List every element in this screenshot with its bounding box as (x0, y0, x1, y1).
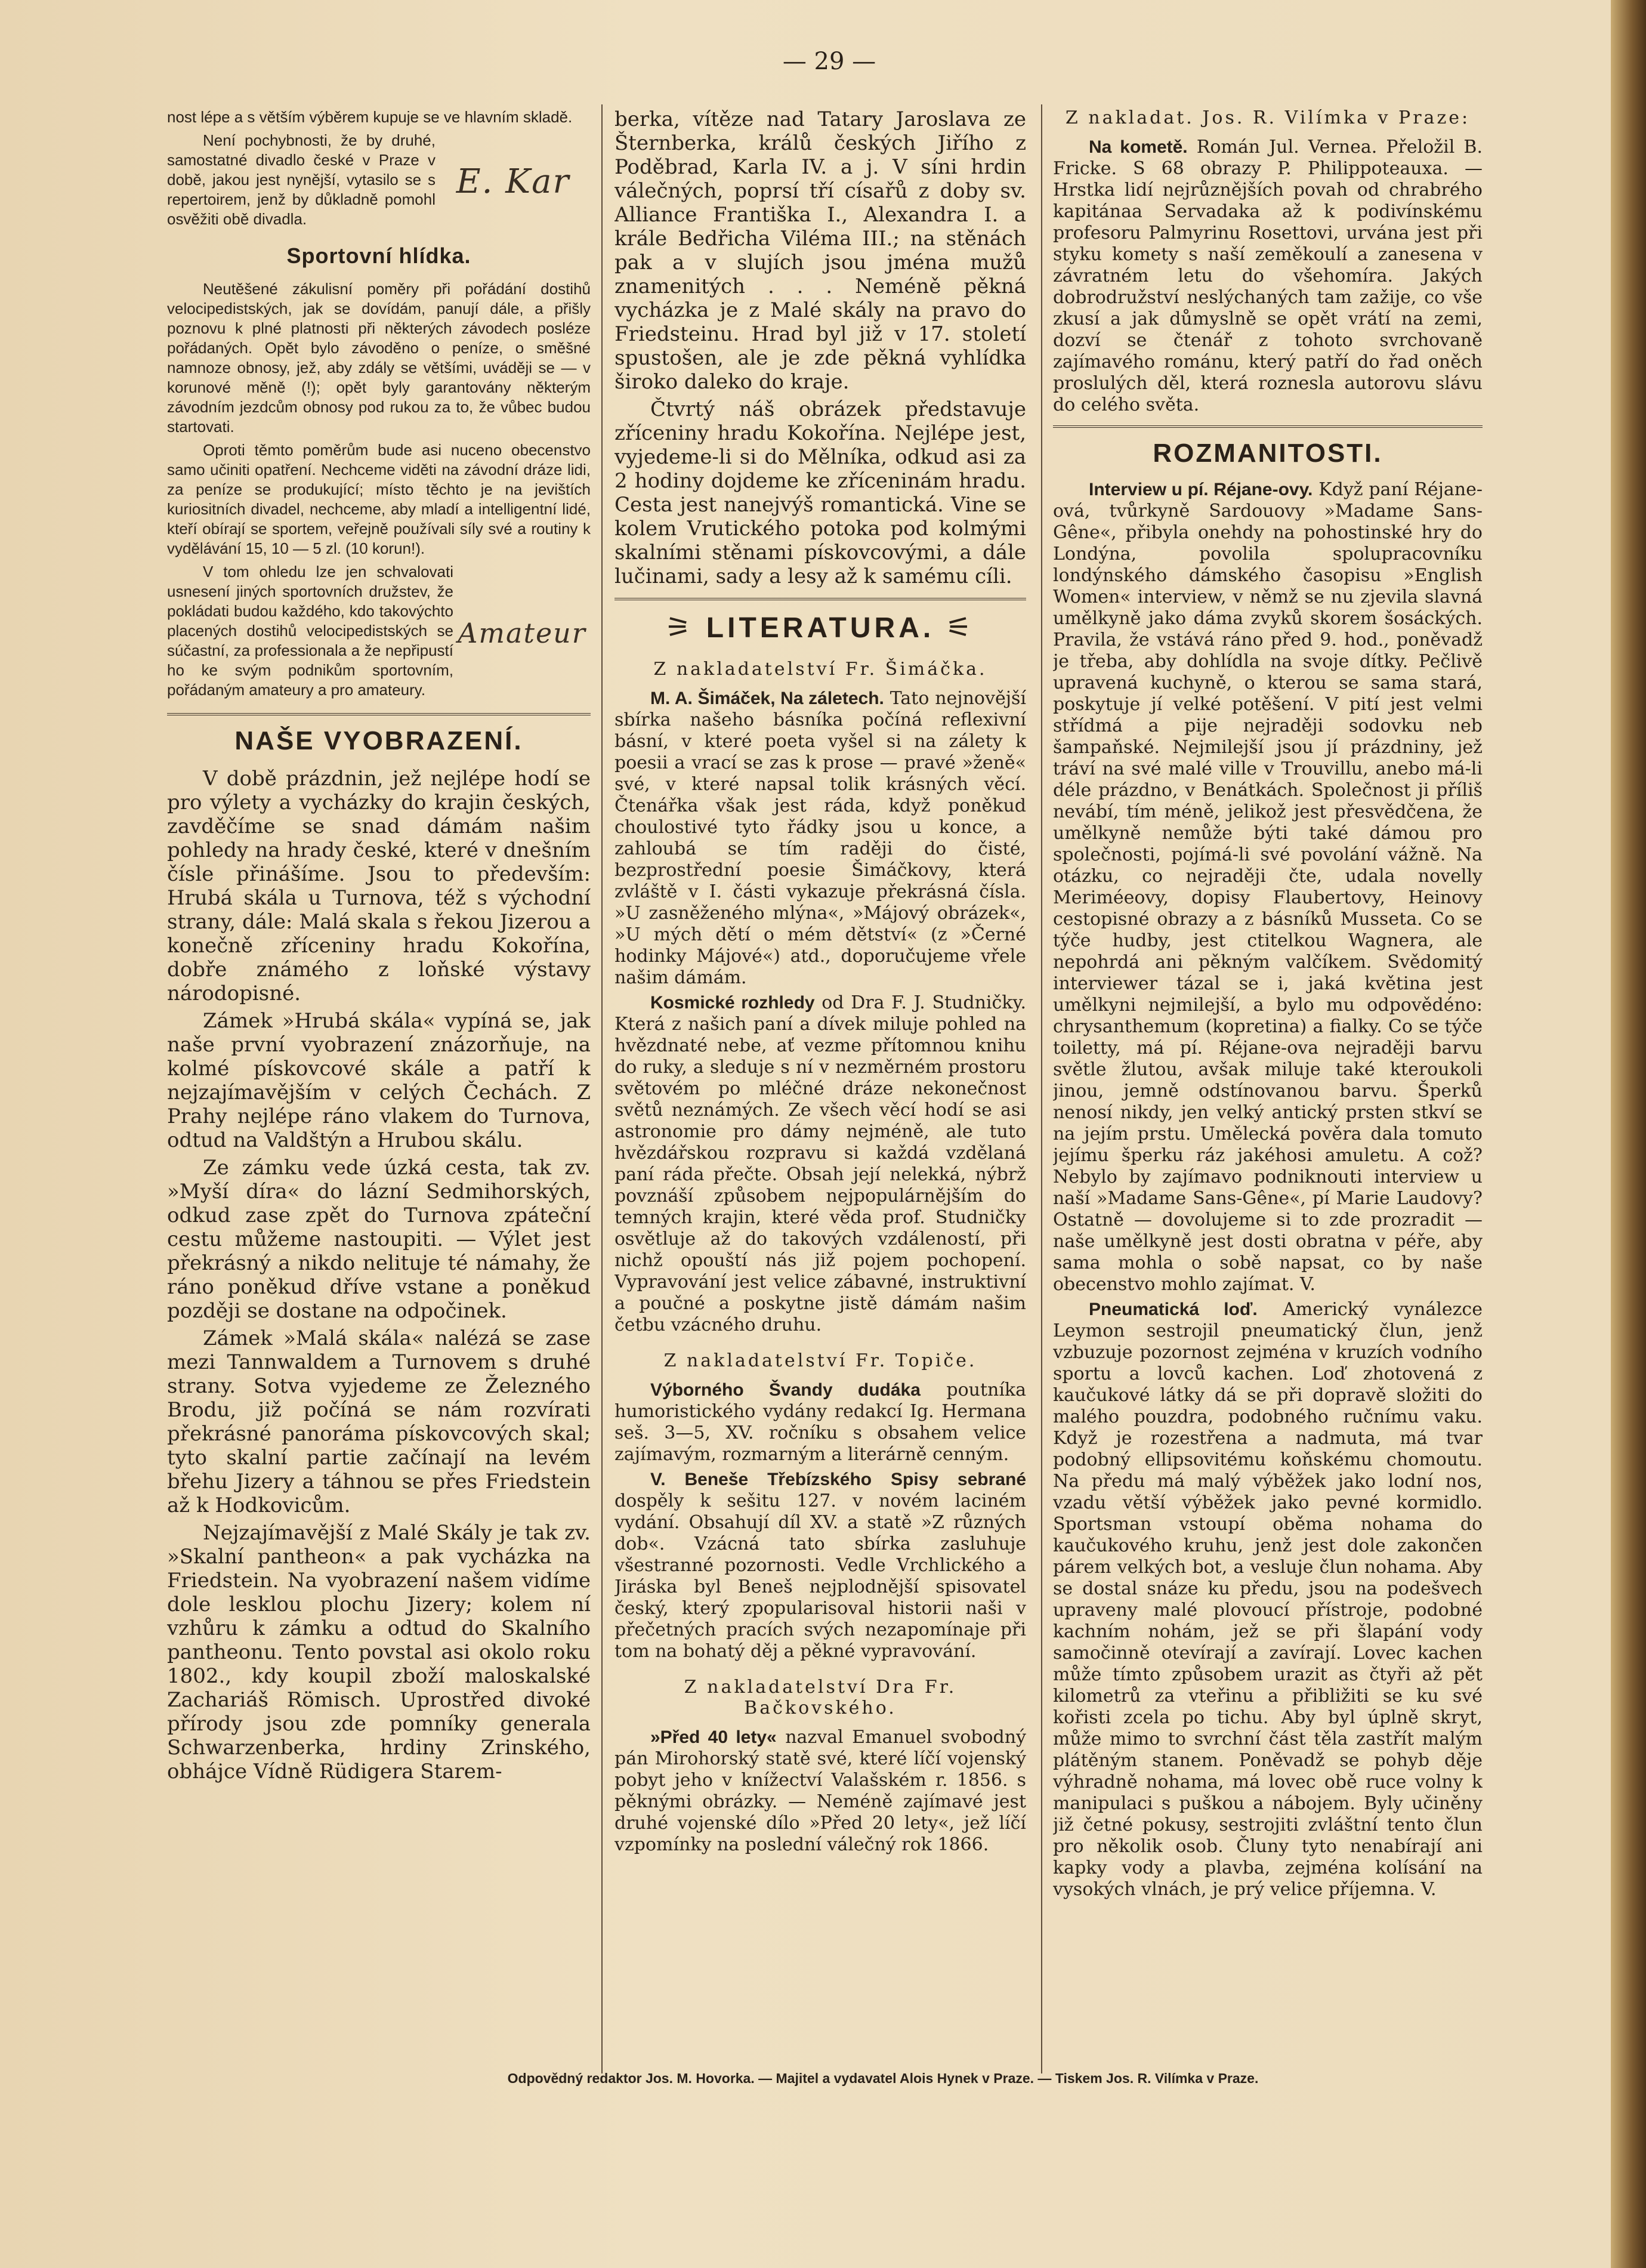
nase-vyobrazeni-heading: NAŠE VYOBRAZENÍ. (234, 726, 523, 755)
book-title: »Před 40 lety« (650, 1727, 777, 1747)
book-title: Výborného Švandy dudáka (650, 1380, 921, 1400)
publisher-line: Z nakladatelství Fr. Šimáčka. (653, 659, 987, 680)
author-initial: V. (1299, 1274, 1315, 1295)
item-title: Interview u pí. Réjane-ovy. (1089, 480, 1313, 499)
article-paragraph: Čtvrtý náš obrázek představuje zříceniny hradu Kokořína. Nejlépe jest, vyjedeme-li si do Mělníka, odkud asi za 2 hodiny dojdeme ke zříceninám hradu. Cesta jest nanejvýš romantická. Vine se kolem Vrutického potoka pod kolmými skalními stěnami pískovcovými, a dále lučinami, sady a lesy až k samému cíli. (614, 397, 1026, 588)
page-edge (1611, 0, 1646, 2268)
article-paragraph: V době prázdnin, jež nejlépe hodí se pro výlety a vycházky do krajin českých, zavděčíme se snad dámám našim pohledy na hrady české, které v dnešním čísle přinášíme. Jsou to především: Hrubá skála u Turnova, též s východní strany, dále: Malá skala s řekou Jizerou a konečně zříceniny hradu Kokořína, dobře známého z loňské výstavy národopisné. (167, 767, 591, 1005)
book-title: M. A. Šimáček, Na záletech. (650, 689, 884, 708)
review-text: dospěly k sešitu 127. v novém laciném vydání. Obsahují díl XV. a statě »Z různých dob«. Vzácná tato sbírka zasluhuje všestranné pozornosti. Vedle Vrchlického a Jiráska byl Beneš nejplodnější spisovatel český, který zpopularisoval historii naši v přečetných pracích svých nezapomínaje při tom na bohatý děj a pěkné vypravování. (614, 1491, 1026, 1662)
book-title: V. Beneše Třebízského Spisy sebrané (650, 1470, 1026, 1489)
item-text: Když paní Réjane-ová, tvůrkyně Sardouovy »Madame Sans-Gêne«, přibyla onehdy na pohostinské hry do Londýna, povolila spolupracovníku londýnského dámského časopisu »English Women« interview, v němž se nu zjevila slavná umělkyně jako dáma zvyků skorem šosáckých. Pravila, že vstává ráno před 9. hod., poněvadž je třeba, aby dohlídla na svoje dítky. Pečlivě upravená kuchyně, o kterou se sama stará, poskytuje jí velké potěšení. V pití jest velmi střídmá a pije nejraději sodovku neb šampaňské. Nejmilejší jsou jí prázdniny, jež tráví na své malé ville v Trouvillu, anebo má-li déle prázdno, v Benátkách. Společnost ji příliš nevábí, tím méně, jelikož jest přesvědčena, že umělkyně nemůže býti také dámou pro společnosti, pojímá-li své povolání vážně. Na otázku, co nejraději čte, udala novelly Meriméeovy, dopisy Flaubertovy, Heinovy cestopisné obrazy a z básníků Musseta. Co se týče hudby, jest ctitelkou Wagnera, ale nepohrdá ani pěkným valčíkem. Svědomitý interviewer tázal se i, jaká květina jest umělkyni nejmilejší, a bylo mu odpovědéno: chrysanthemum (kopretina) a fialky. Co se týče toiletty, má pí. Réjane-ova nejraději barvu světle žlutou, avšak miluje také kteroukoli jinou, jemně odstínovanou barvu. Šperků nenosí nikdy, jen velký antický prsten stkví se na jejím prstu. Umělecká pověra dala tomuto jejímu šperku ráz jakéhosi amuletu. A což? Nebylo by zajímavo podniknouti interview u naší »Madame Sans-Gêne«, pí Marie Laudovy? Ostatně — dovolujeme si to zde prozradit — naše umělkyně jest dosti obratna v péře, aby sama mohla o sobě napsat, co by naše obecenstvo mohlo zajímat. (1053, 479, 1483, 1295)
imprint-footer: Odpovědný redaktor Jos. M. Hovorka. — Majitel a vydavatel Alois Hynek v Praze. — Tiskem Jos. R. Vilímka v Praze. (507, 2070, 1259, 2086)
sport-paragraph: Neutěšené zákulisní poměry při pořádání dostihů velocipedistských, jak se dovídám, panují dále, a přišly poznovu k plné platnosti při některých závodech posléze pořádaných. Opět bylo závoděno o peníze, o směšné namnoze obnosy, jež, aby zdály se většími, uváději se — v korunové měně (!); opět byly garantovány některým závodním jezdcům obnosy pod rukou za to, že vůbec budou startovati. (167, 280, 591, 436)
ornament-icon: ⚞ (665, 612, 706, 644)
section-rule (1053, 425, 1483, 428)
theatre-paragraph: Není pochybnosti, že by druhé, samostatné divadlo české v Praze v době, jakou jest nynější, vytasilo se s repertoirem, jenž by důkladně pomohl osvěžiti obě divadla. (167, 131, 436, 228)
review-text: poutníka humoristického vydány redakcí Ig. Hermana seš. 3—5, XV. ročníku s obsahem velice zajímavým, rozmarným a literárně cenným. (614, 1380, 1026, 1465)
review-text: Tato nejnovější sbírka našeho básníka počíná reflexivní básní, v které poeta vyšel si na zálety k poesii a vrací se zas k prose — pravé »ženě« své, v které napsal tolik krásných věcí. Čtenářka však jest ráda, když poněkud choulostivé tyto řádky jsou u konce, a zahloubá se tím raději do čisté, bezprostřední poesie Šimáčkovy, která zvláště v I. části vykazuje překrásná čísla. »U zasněženého mlýna«, »Májový obrázek«, »U mých dětí o mém dětství« (z »Černé hodinky Májové«) atd., doporučujeme vřele našim dámám. (614, 688, 1026, 988)
signature-2: Amateur (458, 616, 586, 649)
page-number: — 29 — (782, 48, 876, 75)
article-paragraph: berka, vítěze nad Tatary Jaroslava ze Šternberka, králů českých Jiřího z Poděbrad, Karla IV. a j. V síni hrdin válečných, poprsí tří císařů z doby sv. Alliance Františka I., Alexandra I. a krále Bedřicha Viléma III.; na stěnách pak a v slujích jsou jména mužů znamenitých . . . Neméně pěkná vycházka je z Malé skály na pravo do Friedsteinu. Hrad byl již v 17. století spustošen, ale je zde pěkná vyhlídka široko daleko do kraje. (614, 107, 1026, 394)
article-paragraph: Nejzajímavější z Malé Skály je tak zv. »Skalní pantheon« a pak vycházka na Friedstein. Na vyobrazení našem vidíme dole lesklou plochu Jizery; kolem ní vzhůru k zámku a odtud do Skalního pantheonu. Tento povstal asi okolo roku 1802., kdy koupil zboží maloskalské Zachariáš Römisch. Uprostřed divoké přírody jsou zde pomníky generala Schwarzenberka, hrdiny Zrinského, obhájce Vídně Rüdigera Starem- (167, 1521, 591, 1783)
column-divider (1041, 104, 1042, 2073)
article-paragraph: Zámek »Hrubá skála« vypíná se, jak naše první vyobrazení znázorňuje, na kolmé pískovcové skále a patří k nejzajímavějším v celých Čechách. Z Prahy nejlépe ráno vlakem do Turnova, odtud na Valdštýn a Hrubou skálu. (167, 1009, 591, 1152)
publisher-line: Z nakladatelství Fr. Topiče. (663, 1350, 977, 1371)
review-text: od Dra F. J. Studničky. Která z našich paní a dívek miluje pohled na hvězdnaté nebe, ať vezme přítomnou knihu do ruky, a sleduje s ní v nezměrném prostoru světovém po mléčné dráze nekonečnost světů neznámých. Ze všech věcí hodí se asi astronomie pro dámy nejméně, ale tuto hvězdářskou rozpravu si každá vzdělaná paní ráda přečte. Obsah její nelekká, nýbrž povznáší způsobem nejpopulárnějším do temných krajin, které věda prof. Studničky osvětluje až do takových vzdáleností, při nichž opouští nás již pojem pochopení. Vypravování jest velice zábavné, instruktivní a poučné a poskytne jistě dámám našim četbu vzácného druhu. (614, 992, 1026, 1335)
rozmanitosti-heading: ROZMANITOSTI. (1153, 439, 1383, 468)
publisher-line: Z nakladat. Jos. R. Vilímka v Praze: (1065, 107, 1471, 128)
book-title: Na kometě. (1089, 137, 1188, 157)
review-text: nazval Emanuel svobodný pán Mirohorský statě své, které líčí vojenský pobyt jeho v knížectví Valašském r. 1856. s pěknými obrázky. — Neméně zajímavé jest druhé vojenské dílo »Před 20 lety«, jež líčí vzpomínky na poslední válečný rok 1866. (614, 1727, 1026, 1855)
section-rule (167, 713, 591, 715)
sport-paragraph: Oproti těmto poměrům bude asi nuceno obecenstvo samo učiniti opatření. Nechceme viděti na závodní dráze lidi, za peníze se produkující; místo těchto je na jevištích kuriositních divadel, nechceme, aby mladí a intelligentní lidé, kteří obírají se sportem, veřejně používali síly své a routiny k vydělávání 15, 10 — 5 zl. (10 korun!). (167, 441, 591, 557)
column-divider (601, 104, 603, 2073)
author-initial: V. (1420, 1879, 1437, 1900)
publisher-line: Z nakladatelství Dra Fr. Bačkovského. (684, 1677, 957, 1718)
article-paragraph: Zámek »Malá skála« nalézá se zase mezi Tannwaldem a Turnovem s druhé strany. Sotva vyjedeme ze Železného Brodu, již počíná se nám rozvírati překrásné panoráma pískovcových skal; tyto skalní partie začínají na levém břehu Jizery a táhnou se přes Friedstein až k Hodkovicům. (167, 1326, 591, 1517)
sport-heading: Sportovní hlídka. (286, 243, 471, 268)
signature-1: E. Kar (456, 162, 570, 201)
sport-paragraph: V tom ohledu lze jen schvalovati usnesení jiných sportovních družstev, že pokládati budou každého, kdo takovýchto placených dostihů velocipedistských se súčastní, za professionala a že nepřipustí ho ke svým podnikům sportovním, pořádaným amateury a pro amateury. (167, 563, 453, 699)
item-text: Americký vynálezce Leymon sestrojil pneumatický člun, jenž vzbuzuje pozornost zejména v kruzích vodního sportu a lovců kachen. Loď zhotovená z kaučukové látky dá se při dopravě složiti do malého pouzdra, podobného ručnímu vaku. Když je rozestřena a nadmuta, má tvar podobný ellipsovitému koňskému chomoutu. Na předu má malý výběžek jako lodní nos, vzadu větší výběžek jako pevné kormidlo. Sportsman vstoupí oběma nohama do kaučukového kruhu, jenž jest dole zakončen párem velkých bot, a vesluje člun nohama. Aby se dostal snáze ku předu, jsou na podešvech upraveny malé plovoucí přístroje, podobné kachním nohám, jež se při šlapání vody samočinně otevírají a zavírají. Lovec kachen může tímto způsobem urazit as čtyři až pět kilometrů za vteřinu a přibližiti se ku své kořisti zcela po tichu. Aby byl úplně skryt, může mimo to svrchní část těla zastřít malým plátěným stanem. Poněvadž se pohyb děje výhradně nohama, má lovec obě ruce volny k manipulaci s puškou a nábojem. Byly učiněny již četné pokusy, sestrojiti zvláštní tento člun pro několik osob. Čluny tyto nenabírají ani kapky vody a plavba, zejména kolísání na vysokých vlnách, je prý velice příjemna. (1053, 1299, 1483, 1900)
ornament-icon: ⚟ (934, 612, 975, 644)
literatura-heading: ⚞ LITERATURA. ⚟ (665, 612, 975, 644)
section-rule (614, 598, 1026, 600)
book-title: Kosmické rozhledy (650, 993, 815, 1013)
column-2 (614, 107, 1026, 2101)
review-text: Román Jul. Vernea. Přeložil B. Fricke. S 68 obrazy P. Philippoteauxa. — Hrstka lidí nejrůznějších povah od chrabrého kapitánaa Servadaka až k podivínskému profesoru Palmyrinu Rosettovi, urvána jest při styku komety s naší zeměkoulí a zanesena v závratném letu do všehomíra. Jakých dobrodružství neslýchaných tam zažije, co vše zkusí a jak důmyslně se opět vrátí na zemi, dozví se čtenář z tohoto svrchovaně zajímavého románu, který patří do řad oněch proslulých děl, která roznesla autorovu slávu do celého světa. (1053, 137, 1483, 415)
column-3 (1053, 107, 1483, 2101)
item-title: Pneumatická loď. (1089, 1300, 1258, 1319)
article-paragraph: Ze zámku vede úzká cesta, tak zv. »Myší díra« do lázní Sedmihorských, odkud zase zpět do Turnova zpáteční cestu můžeme nastoupiti. — Výlet jest překrásný a nikdo nelituje té námahy, že ráno poněkud dříve vstane a poněkud později se dostane na odpočinek. (167, 1156, 591, 1323)
intro-text: nost lépe a s větším výběrem kupuje se ve hlavním skladě. (167, 108, 573, 126)
column-1 (167, 107, 591, 2101)
